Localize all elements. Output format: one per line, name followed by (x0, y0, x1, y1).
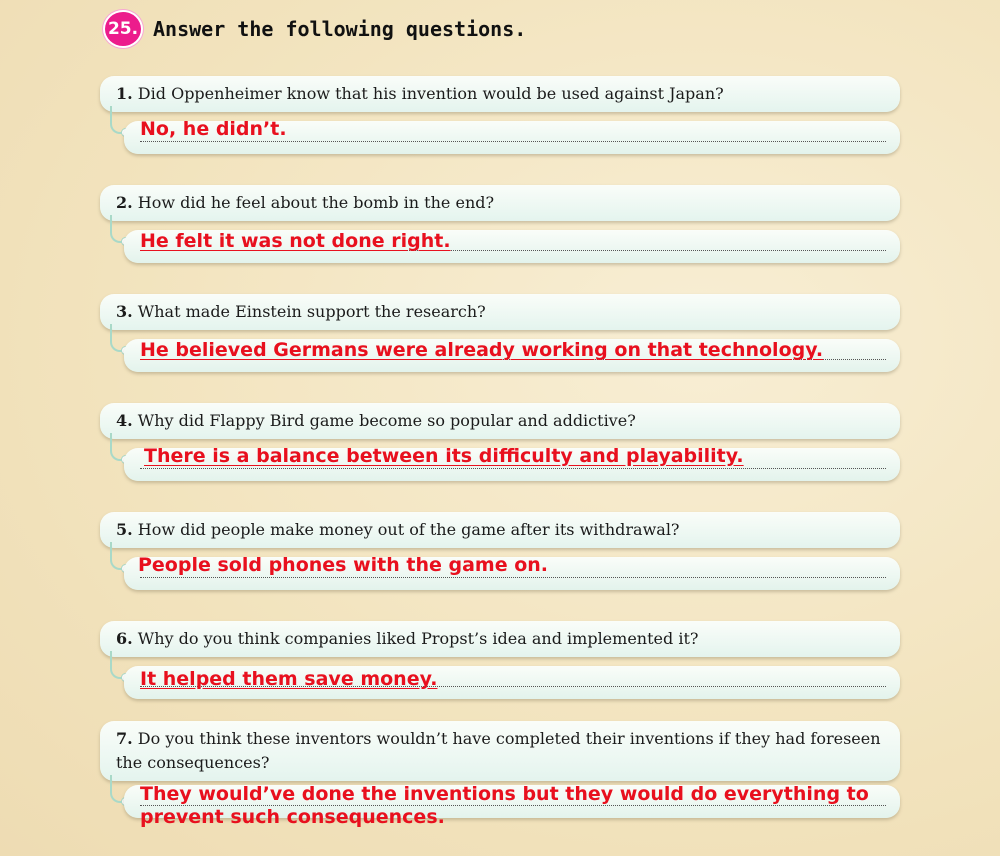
connector-decoration (110, 651, 124, 679)
question-block-5 (100, 512, 900, 576)
question-bar (100, 512, 900, 548)
answer-line (140, 468, 886, 469)
question-text: Why did Flappy Bird game become so popular and addictive? (137, 411, 636, 430)
question-text: What made Einstein support the research? (137, 302, 486, 321)
connector-decoration (110, 775, 124, 803)
connector-decoration (110, 324, 124, 352)
answer-text-line-2: prevent such consequences. (140, 806, 445, 828)
question-number: 4. (116, 411, 133, 430)
connector-decoration (110, 542, 124, 570)
connector-decoration (110, 106, 124, 134)
question-text: How did he feel about the bomb in the end? (137, 193, 495, 212)
question-block-3 (100, 294, 900, 361)
question-number: 1. (116, 84, 133, 103)
question-bar (100, 185, 900, 221)
exercise-title: Answer the following questions. (153, 17, 527, 41)
connector-decoration (110, 215, 124, 243)
answer-line (140, 577, 886, 578)
question-number: 5. (116, 520, 133, 539)
answer-text: It helped them save money. (140, 668, 438, 690)
exercise-header (103, 10, 526, 48)
question-block-1 (100, 76, 900, 140)
question-bar (100, 403, 900, 439)
answer-text-line-1: They would’ve done the inventions but they would do everything to (140, 783, 869, 805)
answer-text: People sold phones with the game on. (138, 554, 549, 576)
question-text: Do you think these inventors wouldn’t have completed their inventions if they had foreseen the consequences? (116, 729, 881, 772)
question-block-6 (100, 621, 900, 690)
question-bar (100, 721, 900, 781)
question-bar (100, 621, 900, 657)
answer-text: No, he didn’t. (140, 118, 287, 140)
question-text: How did people make money out of the game after its withdrawal? (137, 520, 680, 539)
question-bar (100, 76, 900, 112)
question-number: 3. (116, 302, 133, 321)
question-block-2 (100, 185, 900, 252)
answer-text: He felt it was not done right. (140, 230, 451, 252)
question-number: 7. (116, 729, 133, 748)
answer-text: There is a balance between its difficulty and playability. (144, 445, 744, 467)
question-text: Why do you think companies liked Propst’s idea and implemented it? (137, 629, 699, 648)
question-text: Did Oppenheimer know that his invention would be used against Japan? (137, 84, 724, 103)
exercise-number-badge: 25. (103, 10, 143, 48)
question-number: 2. (116, 193, 133, 212)
answer-text: He believed Germans were already working on that technology. (140, 339, 824, 361)
question-bar (100, 294, 900, 330)
question-number: 6. (116, 629, 133, 648)
question-block-7 (100, 721, 900, 828)
connector-decoration (110, 433, 124, 461)
answer-line (140, 141, 886, 142)
question-block-4 (100, 403, 900, 467)
